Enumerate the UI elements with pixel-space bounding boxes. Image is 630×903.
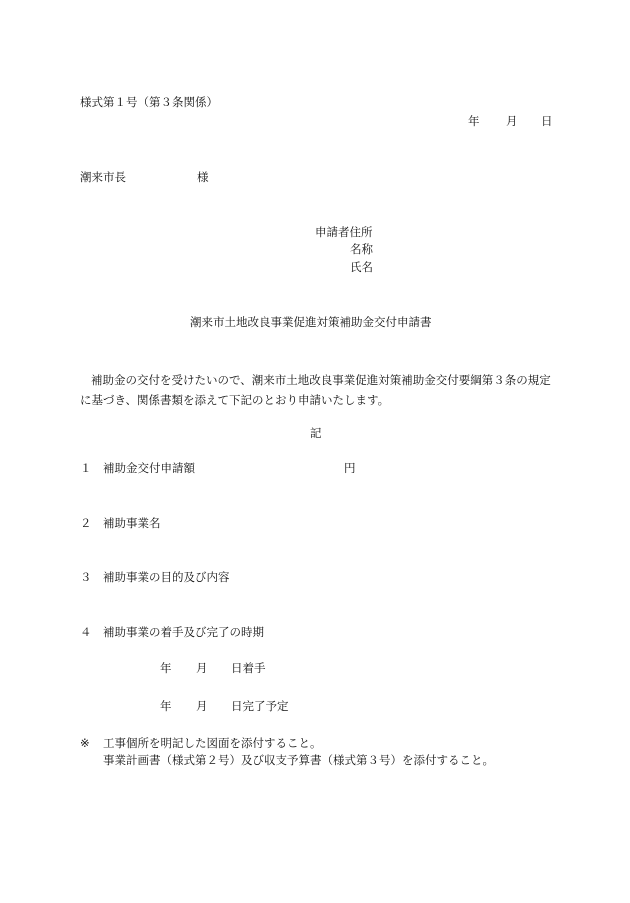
end-day-label: 日完了予定 [231, 699, 289, 713]
note-line-1: 工事個所を明記した図面を添付すること。 [103, 736, 322, 750]
applicant-person-label: 氏名 [350, 260, 373, 274]
form-number: 様式第１号（第３条関係） [80, 95, 218, 109]
item-2-number: ２ [80, 516, 92, 530]
note-line-2: 事業計画書（様式第２号）及び収支予算書（様式第３号）を添付すること。 [103, 753, 494, 767]
item-2-label: 補助事業名 [103, 516, 161, 530]
addressee-honorific: 様 [197, 170, 209, 184]
item-1-number: １ [80, 461, 92, 475]
date-month-label: 月 [506, 114, 518, 128]
start-month-label: 月 [196, 661, 208, 675]
item-3-label: 補助事業の目的及び内容 [103, 570, 230, 584]
applicant-address-label: 申請者住所 [315, 225, 373, 239]
document-title: 潮来市土地改良事業促進対策補助金交付申請書 [190, 315, 432, 329]
start-year-label: 年 [160, 661, 172, 675]
note-mark: ※ [80, 736, 90, 750]
applicant-name-label: 名称 [350, 242, 373, 256]
end-month-label: 月 [196, 699, 208, 713]
addressee-name: 潮来市長 [80, 170, 126, 184]
date-year-label: 年 [468, 114, 480, 128]
item-1-label: 補助金交付申請額 [103, 461, 195, 475]
start-day-label: 日着手 [231, 661, 266, 675]
ki-heading: 記 [310, 426, 322, 440]
item-4-number: ４ [80, 625, 92, 639]
item-4-label: 補助事業の着手及び完了の時期 [103, 625, 264, 639]
body-paragraph: 補助金の交付を受けたいので、潮来市土地改良事業促進対策補助金交付要綱第３条の規定に基づき、関係書類を添えて下記のとおり申請いたします。 [80, 373, 551, 407]
end-year-label: 年 [160, 699, 172, 713]
item-3-number: ３ [80, 570, 92, 584]
item-1-unit: 円 [344, 461, 356, 475]
date-day-label: 日 [541, 114, 553, 128]
